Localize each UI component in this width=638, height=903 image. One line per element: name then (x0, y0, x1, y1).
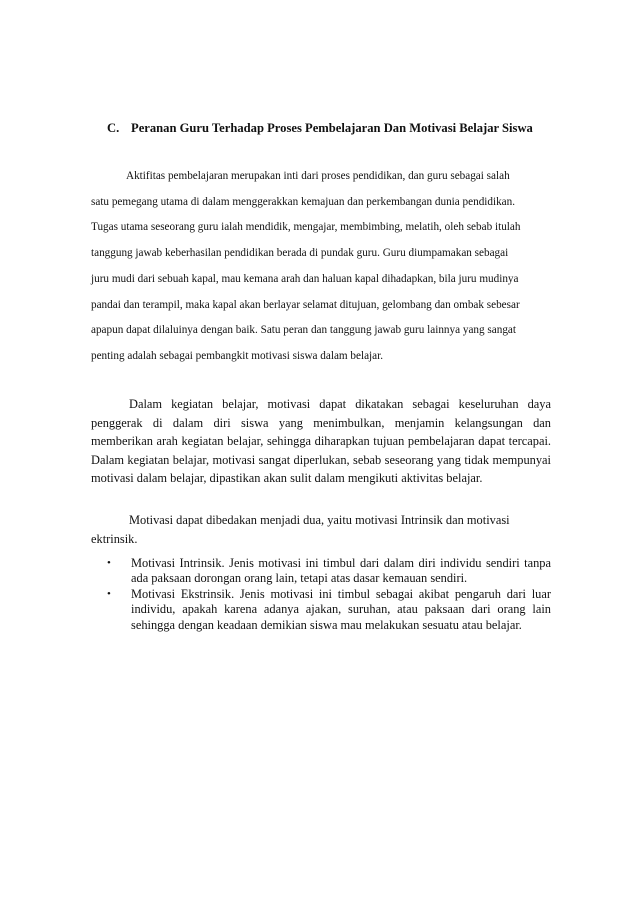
paragraph-1-line: apapun dapat dilaluinya dengan baik. Satu peran dan tanggung jawab guru lainnya yang sangat (91, 324, 516, 337)
motivation-list (91, 556, 551, 633)
paragraph-1-line: satu pemegang utama di dalam menggerakkan kemajuan dan perkembangan dunia pendidikan. (91, 195, 516, 208)
list-item-text: Motivasi Ekstrinsik. Jenis motivasi ini timbul sebagai akibat pengaruh dari luar individu, apakah karena adanya ajakan, suruhan, atau paksaan dari orang lain sehingga dengan keadaan demikian siswa mau melakukan sesuatu atau belajar. (131, 586, 551, 632)
paragraph-1-line: pandai dan terampil, maka kapal akan berlayar selamat ditujuan, gelombang dan ombak sebesar (91, 298, 520, 311)
paragraph-1-line: tanggung jawab keberhasilan pendidikan berada di pundak guru. Guru diumpamakan sebagai (91, 247, 509, 260)
section-title: Peranan Guru Terhadap Proses Pembelajaran Dan Motivasi Belajar Siswa (131, 121, 533, 135)
paragraph-3: Motivasi dapat dibedakan menjadi dua, yaitu motivasi Intrinsik dan motivasi ektrinsik. (91, 513, 510, 546)
list-item-text: Motivasi Intrinsik. Jenis motivasi ini timbul dari dalam diri individu sendiri tanpa ada paksaan dorongan orang lain, tetapi atas dasar kemauan sendiri. (131, 556, 551, 586)
section-heading (107, 121, 587, 136)
paragraph-1-line: penting adalah sebagai pembangkit motivasi siswa dalam belajar. (91, 349, 384, 362)
paragraph-2: Dalam kegiatan belajar, motivasi dapat dikatakan sebagai keseluruhan daya penggerak di dalam diri siswa yang menimbulkan, menjamin kelangsungan dan memberikan arah kegiatan belajar, sehingga diharapkan tujuan pembelajaran dapat tercapai. Dalam kegiatan belajar, motivasi sangat diperlukan, sebab seseorang yang tidak mempunyai motivasi dalam belajar, dipastikan akan sulit dalam mengikuti aktivitas belajar. (91, 397, 551, 486)
section-letter: C. (107, 121, 120, 135)
list-item (91, 556, 551, 587)
bullet-icon: • (107, 587, 111, 600)
paragraph-1 (91, 164, 561, 370)
paragraph-1-line: Aktifitas pembelajaran merupakan inti dari proses pendidikan, dan guru sebagai salah (126, 170, 510, 182)
paragraph-1-line: juru mudi dari sebuah kapal, mau kemana arah dan haluan kapal dihadapkan, bila juru mudinya (91, 272, 519, 285)
list-item (91, 587, 551, 633)
paragraph-1-line: Tugas utama seseorang guru ialah mendidik, mengajar, membimbing, melatih, oleh sebab itulah (91, 221, 521, 234)
bullet-icon: • (107, 557, 111, 569)
